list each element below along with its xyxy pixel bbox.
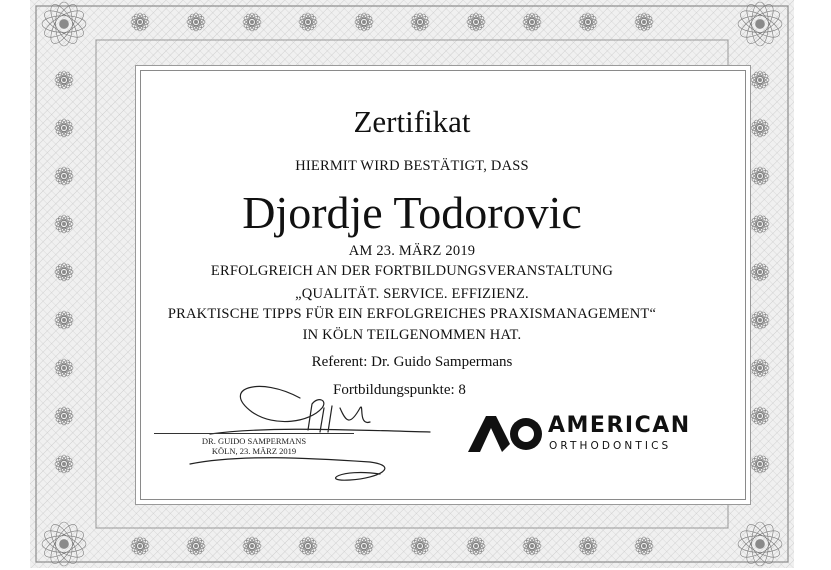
signature-name: DR. GUIDO SAMPERMANS xyxy=(201,436,307,446)
ao-logo-icon xyxy=(466,414,546,454)
certificate-title: Zertifikat xyxy=(353,104,471,139)
signature-place-date: KÖLN, 23. MÄRZ 2019 xyxy=(211,446,297,456)
body-line-3: PRAKTISCHE TIPPS FÜR EIN ERFOLGREICHES PRAXISMANAGEMENT“ xyxy=(167,306,657,322)
recipient-name: Djordje Todorovic xyxy=(242,187,582,238)
signature-line xyxy=(154,433,354,434)
intro-line: HIERMIT WIRD BESTÄTIGT, DASS xyxy=(295,158,529,174)
certificate xyxy=(30,0,794,568)
body-line-4: IN KÖLN TEILGENOMMEN HAT. xyxy=(302,327,522,343)
brand-subname: ORTHODONTICS xyxy=(549,440,672,452)
brand-name: AMERICAN xyxy=(548,413,691,438)
speaker-line: Referent: Dr. Guido Sampermans xyxy=(311,354,513,370)
points-line: Fortbildungspunkte: 8 xyxy=(333,382,466,398)
body-line-2: „QUALITÄT. SERVICE. EFFIZIENZ. xyxy=(295,286,529,302)
body-line-1: ERFOLGREICH AN DER FORTBILDUNGSVERANSTALTUNG xyxy=(210,263,614,279)
date-line: AM 23. MÄRZ 2019 xyxy=(348,243,476,259)
